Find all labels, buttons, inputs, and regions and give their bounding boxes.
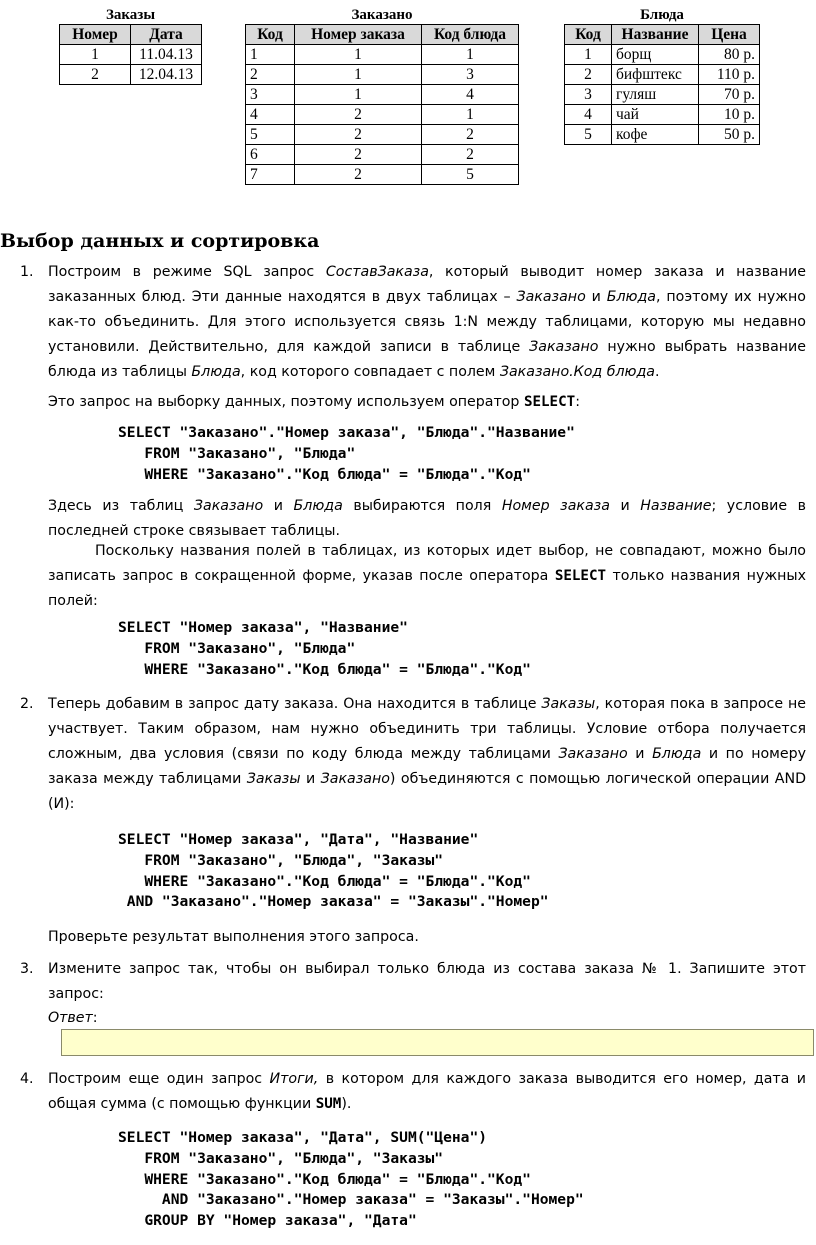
keyword: SELECT xyxy=(523,394,576,410)
table-row xyxy=(565,125,760,145)
table-cell: 1 xyxy=(422,105,519,125)
table-cell: кофе xyxy=(612,125,699,145)
dishes-header-code: Код xyxy=(565,25,612,45)
table-name: Заказы xyxy=(541,696,596,712)
text-run: выбираются поля xyxy=(342,498,502,514)
keyword: SUM xyxy=(315,1096,342,1112)
keyword: SELECT xyxy=(554,568,607,584)
table-name: Заказы xyxy=(246,771,301,787)
table-cell: 4 xyxy=(422,85,519,105)
item-2-check-note: Проверьте результат выполнения этого запроса. xyxy=(48,929,419,945)
item-1-explanation xyxy=(48,494,806,544)
table-name: Заказано xyxy=(193,498,264,514)
item-1-paragraph xyxy=(48,260,806,385)
text-run: Здесь из таблиц xyxy=(48,498,194,514)
table-cell: 1 xyxy=(60,45,131,65)
table-cell: 2 xyxy=(295,105,422,125)
table-cell: 80 р. xyxy=(699,45,760,65)
section-heading: Выбор данных и сортировка xyxy=(0,230,320,252)
table-cell: 1 xyxy=(422,45,519,65)
text-run: и xyxy=(627,746,653,762)
table-cell: 3 xyxy=(565,85,612,105)
text-run: Построим еще один запрос xyxy=(48,1071,270,1087)
table-cell: 1 xyxy=(565,45,612,65)
orders-header-date: Дата xyxy=(131,25,202,45)
text-run: : xyxy=(92,1010,98,1026)
text-run: только названия нужных полей: xyxy=(48,568,806,609)
table-cell: 1 xyxy=(246,45,295,65)
query-name: СоставЗаказа xyxy=(325,264,429,280)
text-run: Теперь добавим в запрос дату заказа. Она находится в таблице xyxy=(48,696,542,712)
ordered-header-order-number: Номер заказа xyxy=(295,25,422,45)
text-run: Это запрос на выборку данных, поэтому используем оператор xyxy=(48,394,524,410)
table-cell: 4 xyxy=(565,105,612,125)
ordered-table-block xyxy=(245,6,519,185)
table-row xyxy=(565,45,760,65)
table-name: Заказано xyxy=(529,339,599,355)
ordered-table xyxy=(245,24,519,185)
item-1-number: 1. xyxy=(20,264,34,280)
table-cell: чай xyxy=(612,105,699,125)
table-row xyxy=(246,165,519,185)
table-name: Блюда xyxy=(652,746,702,762)
ordered-table-title: Заказано xyxy=(351,7,413,23)
table-row xyxy=(565,105,760,125)
table-cell: борщ xyxy=(612,45,699,65)
dishes-table-block xyxy=(564,6,760,145)
text-run: и xyxy=(609,498,641,514)
text-run: и xyxy=(263,498,294,514)
field-name: Номер заказа xyxy=(501,498,610,514)
table-cell: 110 р. xyxy=(699,65,760,85)
table-cell: 50 р. xyxy=(699,125,760,145)
table-cell: 2 xyxy=(60,65,131,85)
table-row xyxy=(565,65,760,85)
code-block-3: SELECT "Номер заказа", "Дата", "Название" FROM "Заказано", "Блюда", "Заказы" WHERE "Заказано"."Код блюда" = "Блюда"."Код" AND "Заказано"."Номер заказа" = "Заказы"."Номер" xyxy=(118,831,549,911)
table-cell: 1 xyxy=(295,65,422,85)
item-3-number: 3. xyxy=(20,961,34,977)
table-row xyxy=(60,65,202,85)
table-cell: 7 xyxy=(246,165,295,185)
table-row xyxy=(60,45,202,65)
table-cell: 2 xyxy=(422,145,519,165)
table-name: Блюда xyxy=(293,498,343,514)
orders-table-block xyxy=(59,6,202,85)
query-name: Итоги, xyxy=(269,1071,319,1087)
table-name: Блюда xyxy=(191,364,241,380)
dishes-table xyxy=(564,24,760,145)
table-cell: 5 xyxy=(565,125,612,145)
answer-field[interactable] xyxy=(61,1029,814,1056)
dishes-header-price: Цена xyxy=(699,25,760,45)
table-name: Заказано xyxy=(320,771,390,787)
text-run: , поэтому их нужно как-то объединить. Для этого используется связь 1:N между таблицами, которую мы недавно установили. Действительно, для каждой записи в таблице xyxy=(48,289,806,355)
text-run: в котором для каждого заказа выводится его номер, дата и общая сумма (с помощью функции xyxy=(48,1071,807,1112)
dishes-header-name: Название xyxy=(612,25,699,45)
text-run: , код которого совпадает с полем xyxy=(240,364,500,380)
text-run: ; условие в последней строке связывает таблицы. xyxy=(48,498,806,539)
text-run: , которая пока в запросе не участвует. Таким образом, нам нужно объединить три таблицы. Условие отбора получается сложным, два условия (связи по коду блюда между таблицами xyxy=(48,696,806,762)
text-run: нужно выбрать название блюда из таблицы xyxy=(48,339,807,380)
table-cell: 4 xyxy=(246,105,295,125)
text-run: Поскольку названия полей в таблицах, из которых идет выбор, не совпадают, можно было записать запрос в сокращенной форме, указав после оператора xyxy=(48,543,806,584)
code-block-1: SELECT "Заказано"."Номер заказа", "Блюда"."Название" FROM "Заказано", "Блюда" WHERE "Заказано"."Код блюда" = "Блюда"."Код" xyxy=(118,424,575,483)
dishes-table-title: Блюда xyxy=(640,7,684,23)
table-row xyxy=(246,45,519,65)
orders-table-title: Заказы xyxy=(105,7,156,23)
table-cell: гуляш xyxy=(612,85,699,105)
table-cell: 1 xyxy=(295,45,422,65)
table-cell: 2 xyxy=(565,65,612,85)
item-2-number: 2. xyxy=(20,696,34,712)
text-run: , который выводит номер заказа и название заказанных блюд. Эти данные находятся в двух таблицах – xyxy=(48,264,806,305)
item-3-paragraph: Измените запрос так, чтобы он выбирал только блюда из состава заказа № 1. Запишите этот запрос: xyxy=(48,961,806,1002)
orders-header-number: Номер xyxy=(60,25,131,45)
code-block-4: SELECT "Номер заказа", "Дата", SUM("Цена") FROM "Заказано", "Блюда", "Заказы" WHERE "Заказано"."Код блюда" = "Блюда"."Код" AND "Заказано"."Номер заказа" = "Заказы"."Номер" GROUP BY "Номер заказа", "Дата" xyxy=(118,1129,584,1230)
item-1-short-form-note xyxy=(48,539,806,614)
field-name: Заказано.Код блюда xyxy=(499,364,655,380)
table-cell: 1 xyxy=(295,85,422,105)
item-1-select-note xyxy=(48,390,806,415)
item-2-paragraph xyxy=(48,692,806,817)
text-run: и xyxy=(585,289,607,305)
text-run: Построим в режиме SQL запрос xyxy=(48,264,326,280)
table-cell: 5 xyxy=(246,125,295,145)
table-cell: 3 xyxy=(422,65,519,85)
answer-label: Ответ xyxy=(48,1010,93,1026)
text-run: и xyxy=(300,771,321,787)
item-4-number: 4. xyxy=(20,1071,34,1087)
table-row xyxy=(565,85,760,105)
table-name: Блюда xyxy=(606,289,656,305)
table-row xyxy=(246,65,519,85)
text-run: и по номеру заказа между таблицами xyxy=(48,746,806,787)
table-row xyxy=(246,105,519,125)
table-cell: 11.04.13 xyxy=(131,45,202,65)
table-cell: 2 xyxy=(295,125,422,145)
code-block-2: SELECT "Номер заказа", "Название" FROM "Заказано", "Блюда" WHERE "Заказано"."Код блюда" = "Блюда"."Код" xyxy=(118,619,531,678)
table-cell: 2 xyxy=(295,145,422,165)
item-4-paragraph xyxy=(48,1067,806,1117)
ordered-header-dish-code: Код блюда xyxy=(422,25,519,45)
table-row xyxy=(246,145,519,165)
table-row xyxy=(246,85,519,105)
text-run: . xyxy=(654,364,660,380)
answer-label-line xyxy=(48,1006,806,1031)
field-name: Название xyxy=(640,498,712,514)
table-cell: 12.04.13 xyxy=(131,65,202,85)
table-cell: 3 xyxy=(246,85,295,105)
orders-table xyxy=(59,24,202,85)
table-cell: 5 xyxy=(422,165,519,185)
text-run: ) объединяются с помощью логической операции AND (И): xyxy=(48,771,806,812)
table-cell: 2 xyxy=(422,125,519,145)
table-cell: 70 р. xyxy=(699,85,760,105)
table-cell: 6 xyxy=(246,145,295,165)
table-name: Заказано xyxy=(558,746,628,762)
text-run: : xyxy=(575,394,580,410)
ordered-header-code: Код xyxy=(246,25,295,45)
table-name: Заказано xyxy=(516,289,586,305)
table-row xyxy=(246,125,519,145)
table-cell: 2 xyxy=(246,65,295,85)
text-run: ). xyxy=(341,1096,352,1112)
table-cell: 10 р. xyxy=(699,105,760,125)
table-cell: 2 xyxy=(295,165,422,185)
table-cell: бифштекс xyxy=(612,65,699,85)
